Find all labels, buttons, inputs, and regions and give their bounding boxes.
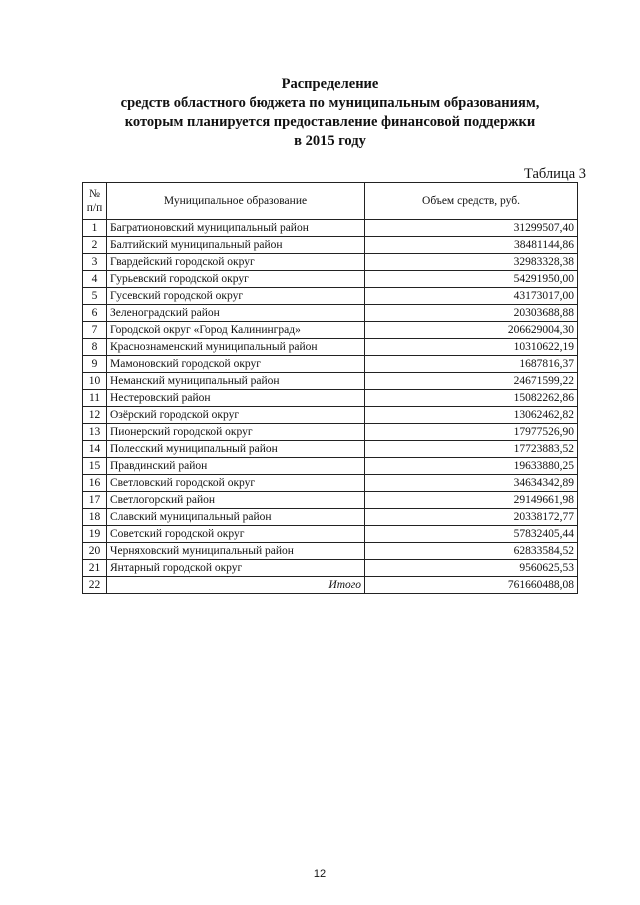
row-municipality: Городской округ «Город Калининград»: [107, 322, 365, 339]
table-row: [83, 509, 578, 526]
row-amount: 15082262,86: [365, 390, 578, 407]
row-amount: 17977526,90: [365, 424, 578, 441]
row-municipality: Багратионовский муниципальный район: [107, 220, 365, 237]
header-number-line-2: п/п: [86, 202, 103, 214]
table-row: [83, 458, 578, 475]
row-municipality: Гусевский городской округ: [107, 288, 365, 305]
table-row: [83, 237, 578, 254]
row-amount: 20338172,77: [365, 509, 578, 526]
header-municipality: Муниципальное образование: [107, 183, 365, 220]
table-row: [83, 492, 578, 509]
row-number: 2: [83, 237, 107, 254]
row-municipality: Пионерский городской округ: [107, 424, 365, 441]
row-amount: 13062462,82: [365, 407, 578, 424]
row-number: 1: [83, 220, 107, 237]
row-amount: 31299507,40: [365, 220, 578, 237]
table-row: [83, 254, 578, 271]
table-row: [83, 560, 578, 577]
row-municipality: Нестеровский район: [107, 390, 365, 407]
title-line-1: Распределение: [281, 76, 379, 92]
row-amount: 24671599,22: [365, 373, 578, 390]
row-number: 11: [83, 390, 107, 407]
row-municipality: Светлогорский район: [107, 492, 365, 509]
row-municipality: Зеленоградский район: [107, 305, 365, 322]
header-number: [83, 183, 107, 220]
title-line-2: средств областного бюджета по муниципальным образованиям,: [120, 95, 540, 111]
row-municipality: Краснознаменский муниципальный район: [107, 339, 365, 356]
row-municipality: Славский муниципальный район: [107, 509, 365, 526]
row-number: 19: [83, 526, 107, 543]
row-amount: 57832405,44: [365, 526, 578, 543]
table-header-row: [83, 183, 578, 220]
table-row: [83, 441, 578, 458]
table-row: [83, 407, 578, 424]
row-number: 16: [83, 475, 107, 492]
row-amount: 20303688,88: [365, 305, 578, 322]
table-row: [83, 526, 578, 543]
row-number: 13: [83, 424, 107, 441]
table-label: Таблица 3: [523, 166, 586, 182]
row-amount: 10310622,19: [365, 339, 578, 356]
allocation-table: [82, 182, 578, 594]
table-row: [83, 475, 578, 492]
row-amount: 62833584,52: [365, 543, 578, 560]
row-amount: 54291950,00: [365, 271, 578, 288]
row-amount: 34634342,89: [365, 475, 578, 492]
row-municipality: Гурьевский городской округ: [107, 271, 365, 288]
header-number-line-1: №: [89, 188, 100, 200]
row-number: 18: [83, 509, 107, 526]
row-amount: 32983328,38: [365, 254, 578, 271]
row-number: 4: [83, 271, 107, 288]
row-amount: 43173017,00: [365, 288, 578, 305]
row-municipality: Гвардейский городской округ: [107, 254, 365, 271]
row-amount: 9560625,53: [365, 560, 578, 577]
table-row: [83, 356, 578, 373]
row-number: 21: [83, 560, 107, 577]
table-row: [83, 373, 578, 390]
row-amount: 17723883,52: [365, 441, 578, 458]
title-line-4: в 2015 году: [294, 133, 366, 149]
row-municipality: Правдинский район: [107, 458, 365, 475]
row-municipality: Советский городской округ: [107, 526, 365, 543]
row-amount: 38481144,86: [365, 237, 578, 254]
row-amount: 1687816,37: [365, 356, 578, 373]
row-municipality: Неманский муниципальный район: [107, 373, 365, 390]
table-row: [83, 322, 578, 339]
total-amount: 761660488,08: [365, 577, 578, 594]
row-number: 7: [83, 322, 107, 339]
row-municipality: Мамоновский городской округ: [107, 356, 365, 373]
total-label: Итого: [107, 577, 365, 594]
row-number: 8: [83, 339, 107, 356]
row-municipality: Светловский городской округ: [107, 475, 365, 492]
total-row: [83, 577, 578, 594]
row-municipality: Черняховский муниципальный район: [107, 543, 365, 560]
table-row: [83, 288, 578, 305]
row-municipality: Балтийский муниципальный район: [107, 237, 365, 254]
row-municipality: Полесский муниципальный район: [107, 441, 365, 458]
row-municipality: Янтарный городской округ: [107, 560, 365, 577]
document-title: [60, 75, 600, 151]
title-line-3: которым планируется предоставление финансовой поддержки: [124, 114, 536, 130]
row-number: 15: [83, 458, 107, 475]
row-number: 5: [83, 288, 107, 305]
row-number: 3: [83, 254, 107, 271]
table-row: [83, 390, 578, 407]
table-row: [83, 271, 578, 288]
table-row: [83, 543, 578, 560]
row-number: 20: [83, 543, 107, 560]
row-number: 9: [83, 356, 107, 373]
header-amount: Объем средств, руб.: [365, 183, 578, 220]
row-number: 17: [83, 492, 107, 509]
row-number: 10: [83, 373, 107, 390]
row-number: 14: [83, 441, 107, 458]
row-municipality: Озёрский городской округ: [107, 407, 365, 424]
row-number: 6: [83, 305, 107, 322]
page-number: 12: [313, 868, 327, 880]
row-amount: 206629004,30: [365, 322, 578, 339]
table-row: [83, 339, 578, 356]
row-amount: 19633880,25: [365, 458, 578, 475]
table-row: [83, 220, 578, 237]
table-row: [83, 424, 578, 441]
row-number: 12: [83, 407, 107, 424]
row-amount: 29149661,98: [365, 492, 578, 509]
total-number: 22: [83, 577, 107, 594]
table-row: [83, 305, 578, 322]
